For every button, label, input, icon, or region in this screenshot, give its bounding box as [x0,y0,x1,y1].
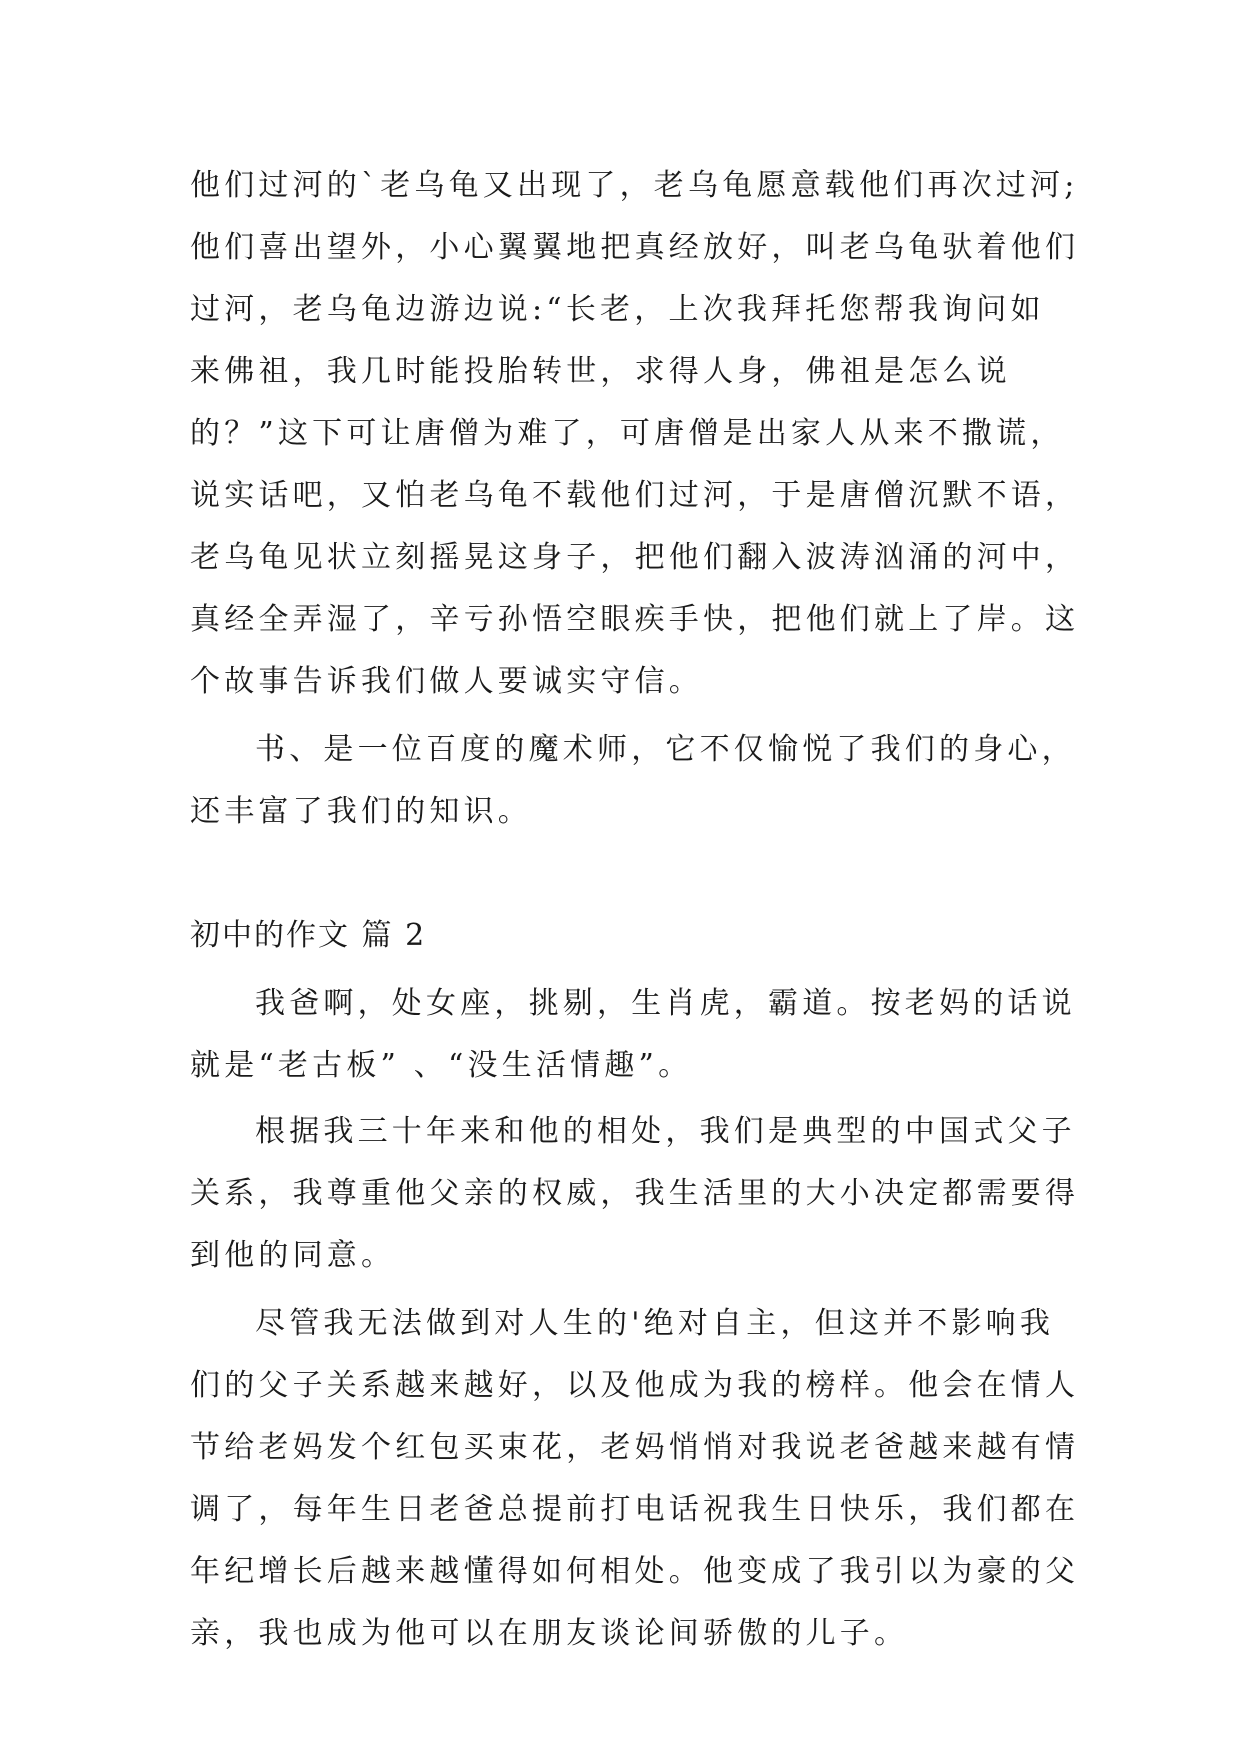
paragraph-line: 书、是一位百度的魔术师，它不仅愉悦了我们的身心， [255,732,1076,767]
paragraph-line: 真经全弄湿了，辛亏孙悟空眼疾手快，把他们就上了岸。这 [190,602,1080,637]
paragraph-line: 关系，我尊重他父亲的权威，我生活里的大小决定都需要得 [190,1176,1080,1211]
paragraph-line: 说实话吧，又怕老乌龟不载他们过河，于是唐僧沉默不语， [190,478,1080,513]
paragraph-line: 调了，每年生日老爸总提前打电话祝我生日快乐，我们都在 [190,1492,1080,1527]
paragraph-line: 就是“老古板” 、“没生活情趣”。 [190,1048,693,1083]
paragraph-line: 他们过河的`老乌龟又出现了，老乌龟愿意载他们再次过河; [190,168,1079,203]
paragraph-line: 过河，老乌龟边游边说:“长老，上次我拜托您帮我询问如 [190,292,1045,327]
paragraph-line: 来佛祖，我几时能投胎转世，求得人身，佛祖是怎么说 [190,354,1011,389]
paragraph-line: 节给老妈发个红包买束花，老妈悄悄对我说老爸越来越有情 [190,1430,1080,1465]
paragraph-line: 个故事告诉我们做人要诚实守信。 [190,664,703,699]
paragraph-line: 尽管我无法做到对人生的'绝对自主，但这并不影响我 [255,1306,1055,1341]
paragraph-line: 根据我三十年来和他的相处，我们是典型的中国式父子 [255,1114,1076,1149]
paragraph-line: 亲，我也成为他可以在朋友谈论间骄傲的儿子。 [190,1616,909,1651]
paragraph-line: 他们喜出望外，小心翼翼地把真经放好，叫老乌龟驮着他们 [190,230,1080,265]
paragraph-line: 的？”这下可让唐僧为难了，可唐僧是出家人从来不撒谎， [190,416,1065,451]
paragraph-line: 还丰富了我们的知识。 [190,794,532,829]
essay-heading: 初中的作文 篇 2 [190,918,427,953]
paragraph-line: 老乌龟见状立刻摇晃这身子，把他们翻入波涛汹涌的河中， [190,540,1080,575]
paragraph-line: 们的父子关系越来越好，以及他成为我的榜样。他会在情人 [190,1368,1080,1403]
paragraph-line: 年纪增长后越来越懂得如何相处。他变成了我引以为豪的父 [190,1554,1080,1589]
paragraph-line: 我爸啊，处女座，挑剔，生肖虎，霸道。按老妈的话说 [255,986,1076,1021]
paragraph-line: 到他的同意。 [190,1238,396,1273]
